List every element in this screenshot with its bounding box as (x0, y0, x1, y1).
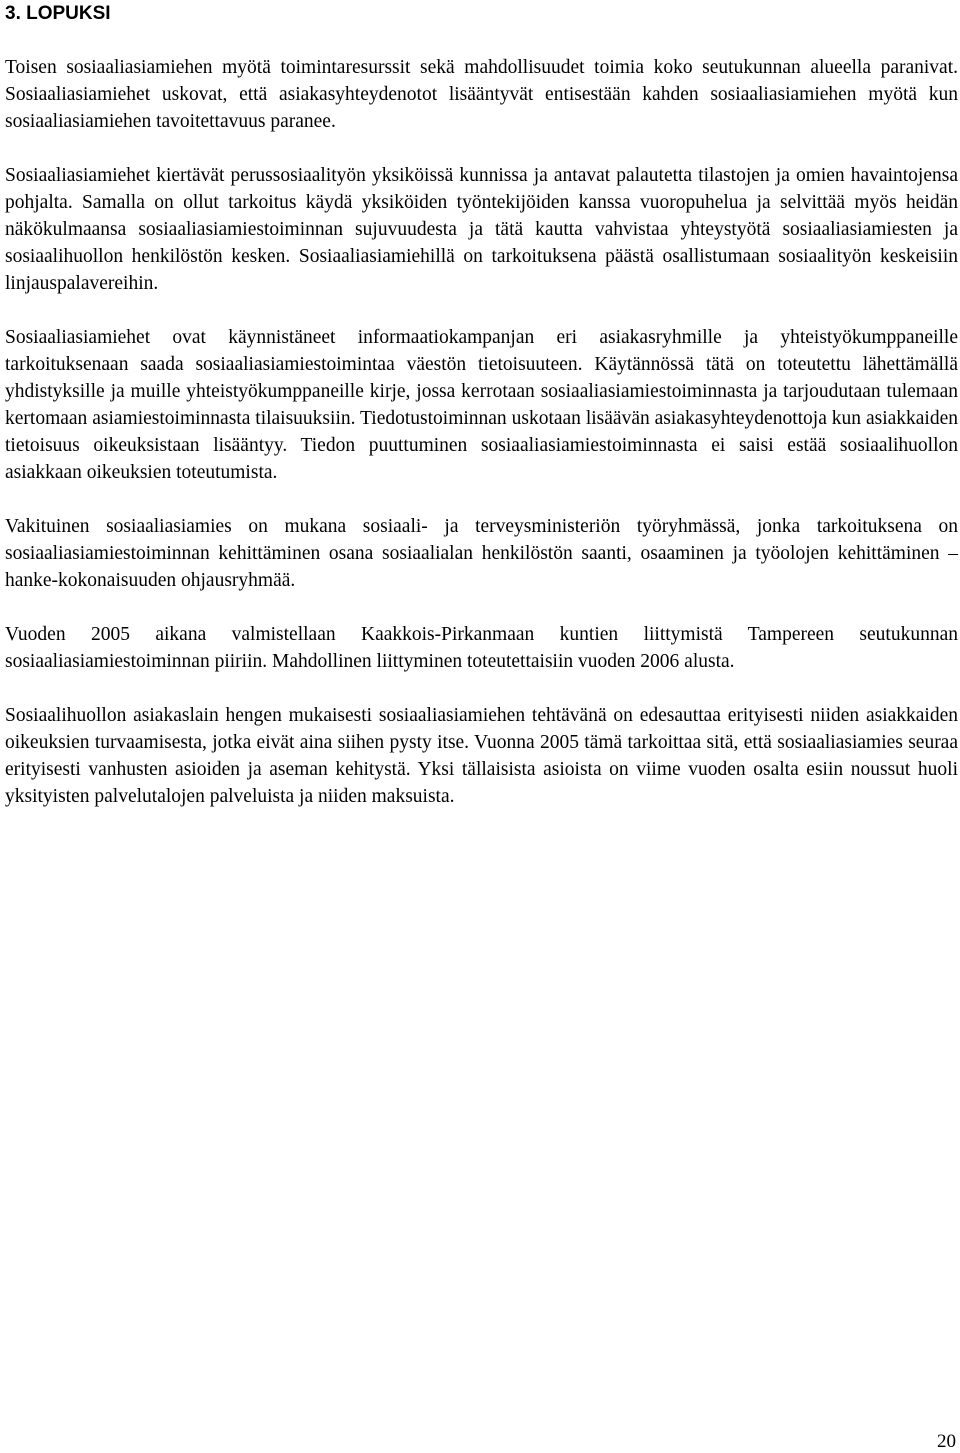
page-number: 20 (937, 1431, 956, 1452)
paragraph-1: Toisen sosiaaliasiamiehen myötä toimintaresurssit sekä mahdollisuudet toimia koko seutukunnan alueella paranivat. Sosiaaliasiamiehet uskovat, että asiakasyhteydenotot lisääntyvät entisestään kahden sosiaaliasiamiehen myötä kun sosiaaliasiamiehen tavoitettavuus paranee. (5, 57, 958, 132)
paragraph-3: Sosiaaliasiamiehet ovat käynnistäneet informaatiokampanjan eri asiakasryhmille ja yhteistyökumppaneille tarkoituksenaan saada sosiaaliasiamiestoimintaa väestön tietoisuuteen. Käytännössä tätä on toteutettu lähettämällä yhdistyksille ja muille yhteistyökumppaneille kirje, jossa kerrotaan sosiaaliasiamiestoiminnasta ja tarjoudutaan tulemaan kertomaan asiamiestoiminnasta tilaisuuksiin. Tiedotustoiminnan uskotaan lisäävän asiakasyhteydenottoja kun asiakkaiden tietoisuus oikeuksistaan lisääntyy. Tiedon puuttuminen sosiaaliasiamiestoiminnasta ei saisi estää sosiaalihuollon asiakkaan oikeuksien toteutumista. (5, 327, 958, 483)
paragraph-2: Sosiaaliasiamiehet kiertävät perussosiaalityön yksiköissä kunnissa ja antavat palautetta tilastojen ja omien havaintojensa pohjalta. Samalla on ollut tarkoitus käydä yksiköiden työntekijöiden kanssa vuoropuhelua ja selvittää myös heidän näkökulmaansa sosiaaliasiamiestoiminnan sujuvuudesta ja tätä kautta vahvistaa yhteystyötä sosiaaliasiamiesten ja sosiaalihuollon henkilöstön kesken. Sosiaaliasiamiehillä on tarkoituksena päästä osallistumaan sosiaalityön keskeisiin linjauspalavereihin. (5, 165, 958, 294)
body-text (5, 54, 958, 810)
paragraph-4: Vakituinen sosiaaliasiamies on mukana sosiaali- ja terveysministeriön työryhmässä, jonka tarkoituksena on sosiaaliasiamiestoiminnan kehittäminen osana sosiaalialan henkilöstön saanti, osaaminen ja työolojen kehittäminen – hanke-kokonaisuuden ohjausryhmää. (5, 516, 958, 591)
paragraph-5: Vuoden 2005 aikana valmistellaan Kaakkois-Pirkanmaan kuntien liittymistä Tampereen seutukunnan sosiaaliasiamiestoiminnan piiriin. Mahdollinen liittyminen toteutettaisiin vuoden 2006 alusta. (5, 624, 958, 672)
paragraph-6: Sosiaalihuollon asiakaslain hengen mukaisesti sosiaaliasiamiehen tehtävänä on edesauttaa erityisesti niiden asiakkaiden oikeuksien turvaamisesta, jotka eivät aina siihen pysty itse. Vuonna 2005 tämä tarkoittaa sitä, että sosiaaliasiamies seuraa erityisesti vanhusten asioiden ja aseman kehitystä. Yksi tällaisista asioista on viime vuoden osalta esiin noussut huoli yksityisten palvelutalojen palveluista ja niiden maksuista. (5, 705, 958, 807)
document-page (5, 0, 958, 810)
section-heading: 3. LOPUKSI (5, 3, 111, 24)
